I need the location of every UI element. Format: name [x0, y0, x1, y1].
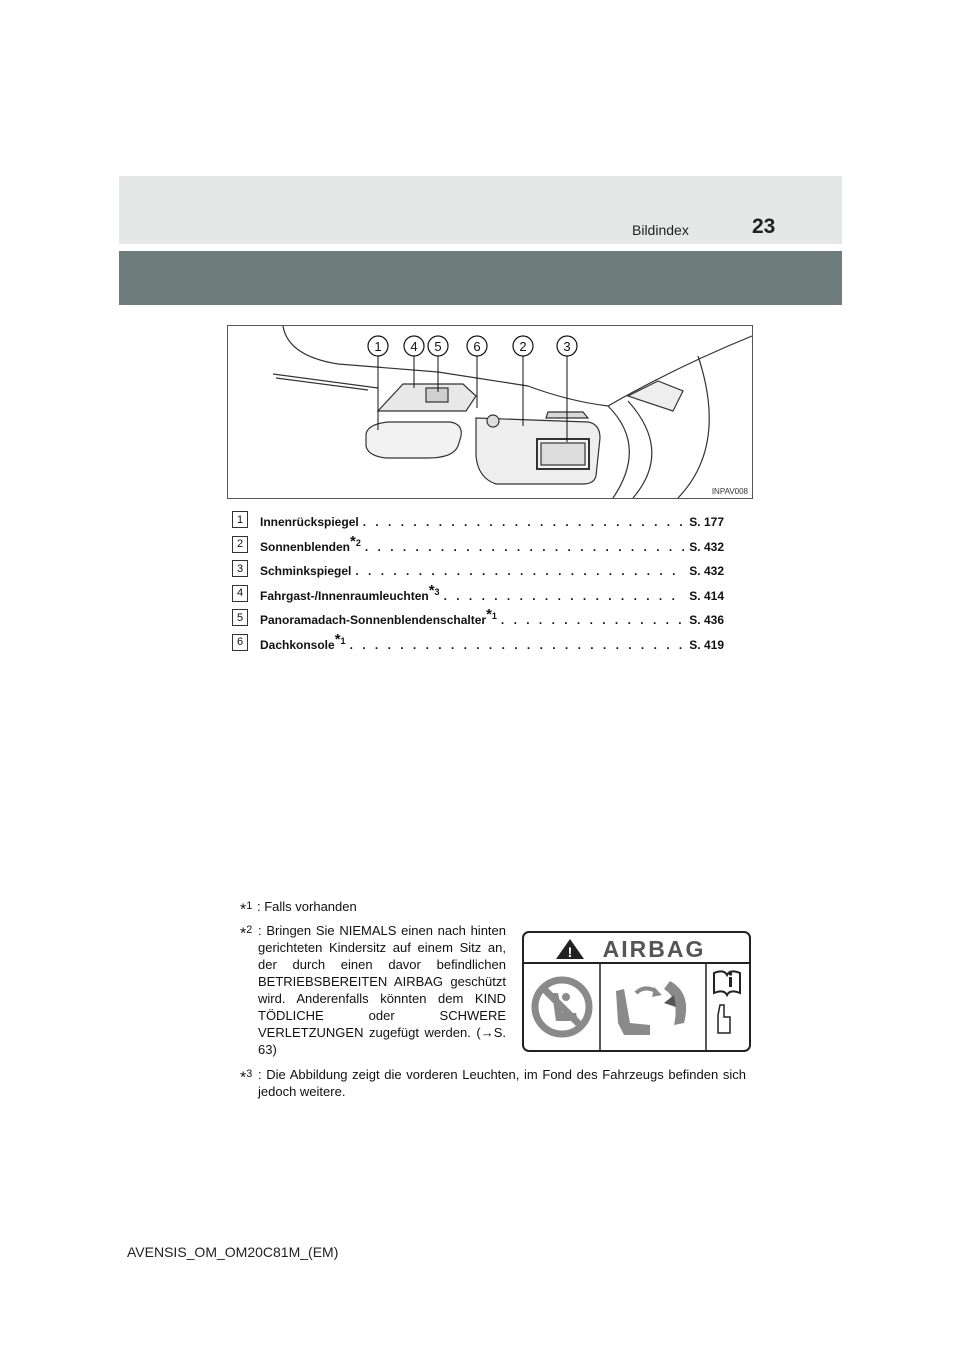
a-pillar-line — [608, 406, 629, 498]
page-reference: S. 432 — [689, 539, 724, 554]
rear-facing-seat-icon — [616, 981, 686, 1035]
entry-number: 4 — [232, 585, 248, 602]
footnote-text: : Bringen Sie NIEMALS einen nach hinten gerichteten Kindersitz auf einem Sitz an, der durch einen davor befindlichen BETRIEBSBEREITEN AIRBAG geschützt wird. Anderenfalls könnten dem KIND TÖDLICHE oder SCHWERE VERLETZUNGEN zugefügt werden. (→S. 63) — [258, 923, 506, 1057]
header-band — [119, 176, 842, 244]
grab-handle — [628, 381, 683, 411]
a-pillar-line — [678, 356, 709, 498]
entry-number: 2 — [232, 536, 248, 553]
callout-number: 1 — [374, 339, 382, 354]
index-entry — [232, 530, 724, 554]
entry-label: Innenrückspiegel — [260, 515, 359, 529]
entry-number: 3 — [232, 560, 248, 577]
roof-lining-line — [276, 378, 368, 390]
page-reference: S. 432 — [689, 564, 724, 579]
callout-number: 6 — [473, 339, 481, 354]
footnote-2: *$^2$ : Bringen Sie NIEMALS einen nach hinten gerichteten Kindersitz auf einem Sitz an, der durch einen davor befindlichen BETRIEBSBEREITEN AIRBAG geschützt wird. Anderenfalls könnten dem KIND TÖDLICHE oder SCHWERE VERLETZUNGEN zugefügt werden. (→S. 63) — [240, 923, 506, 1057]
entry-label: Panoramadach-Sonnenblendenschalter$^{*1}$ — [260, 606, 497, 628]
index-entry — [232, 579, 724, 603]
page-reference: S. 177 — [689, 515, 724, 529]
page-reference: S. 414 — [689, 588, 724, 603]
index-entry — [232, 628, 724, 652]
interior-illustration — [228, 326, 752, 498]
callout-number: 3 — [563, 339, 571, 354]
figure-code: INPAV008 — [711, 487, 748, 496]
vanity-mirror-glass — [541, 443, 585, 465]
entry-number: 5 — [232, 609, 248, 626]
entry-label: Schminkspiegel — [260, 564, 352, 579]
footnote-mark: 3 — [434, 586, 440, 597]
page-number: 23 — [752, 215, 776, 238]
a-pillar-line — [628, 401, 652, 498]
manual-info-icon — [714, 971, 740, 1033]
footnote-mark: 3 — [246, 1068, 253, 1080]
page-reference: S. 419 — [689, 637, 724, 652]
entry-number: 1 — [232, 511, 248, 528]
footnote-mark: 2 — [355, 537, 361, 548]
index-list — [232, 505, 724, 653]
entry-number: 6 — [232, 634, 248, 651]
airbag-warning-label — [522, 931, 751, 1052]
footnote-mark: 1 — [340, 635, 346, 646]
footnote-mark: 1 — [246, 900, 253, 912]
callout-number: 2 — [519, 339, 527, 354]
leader-dots — [350, 638, 686, 652]
section-title: Bildindex — [632, 222, 689, 238]
index-entry — [232, 554, 724, 578]
roof-lining-line — [273, 374, 378, 388]
callout-number: 4 — [410, 339, 418, 354]
document-code: AVENSIS_OM_OM20C81M_(EM) — [127, 1244, 339, 1260]
leader-dots — [363, 515, 686, 529]
leader-dots — [365, 540, 685, 554]
rear-view-mirror — [366, 422, 461, 458]
title-bar — [119, 251, 842, 305]
index-entry — [232, 505, 724, 529]
leader-dots — [444, 589, 686, 603]
footnote-1: *$^1$ : Falls vorhanden — [240, 898, 540, 915]
callout-number: 5 — [434, 339, 442, 354]
airbag-title: AIRBAG — [602, 936, 706, 962]
leader-dots — [355, 564, 685, 578]
airbag-label-graphic — [524, 933, 749, 1050]
console-switch — [426, 388, 448, 402]
footnote-3: *$^3$ : Die Abbildung zeigt die vorderen Leuchten, im Fond des Fahrzeugs befinden sich jedoch weitere. — [240, 1067, 746, 1099]
footnote-mark: 1 — [491, 611, 497, 622]
footnote-mark: 2 — [246, 924, 253, 936]
visor-hinge — [487, 415, 499, 427]
entry-label: Fahrgast-/Innenraumleuchten$^{*3}$ — [260, 581, 440, 603]
entry-label: Sonnenblenden$^{*2}$ — [260, 532, 361, 554]
page-reference: S. 436 — [689, 613, 724, 628]
interior-figure — [227, 325, 753, 499]
footnote-text: : Falls vorhanden — [257, 899, 357, 914]
index-entry — [232, 603, 724, 627]
svg-text:!: ! — [567, 944, 573, 960]
footnote-text: : Die Abbildung zeigt die vorderen Leuchten, im Fond des Fahrzeugs befinden sich jedoch weitere. — [258, 1067, 746, 1099]
no-child-seat-icon — [535, 980, 589, 1034]
leader-dots — [501, 613, 685, 627]
entry-label: Dachkonsole$^{*1}$ — [260, 630, 346, 652]
